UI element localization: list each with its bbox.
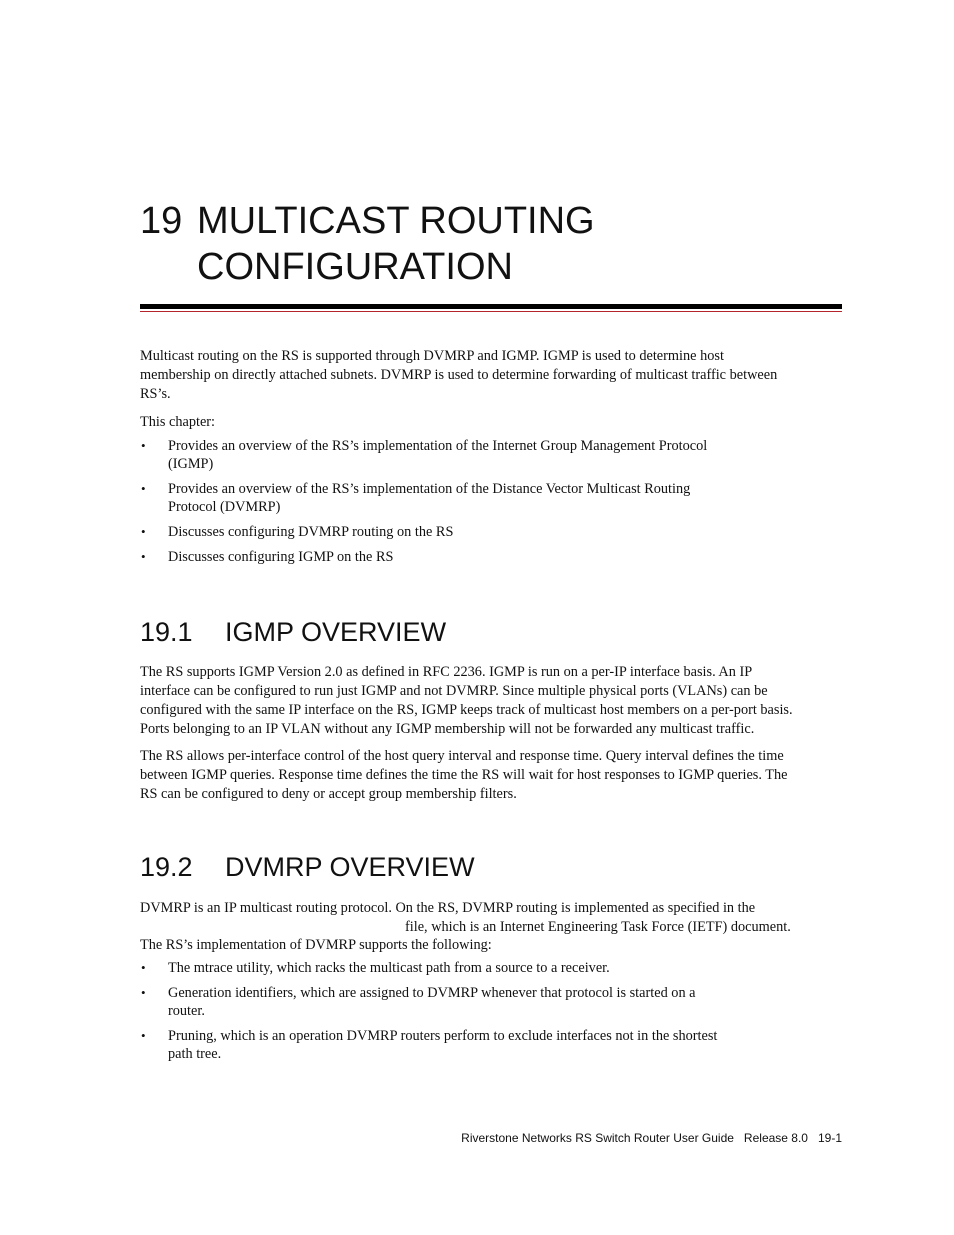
- list-item-line-2: router.: [168, 1003, 205, 1019]
- chapter-title-line-1: MULTICAST ROUTING: [197, 200, 595, 242]
- list-item-line-1: Provides an overview of the RS’s implementation of the Distance Vector Multicast Routing: [168, 481, 691, 497]
- list-item-line-1: The mtrace utility, which racks the multicast path from a source to a receiver.: [168, 960, 610, 976]
- section-title: IGMP OVERVIEW: [225, 617, 447, 647]
- page-footer: Riverstone Networks RS Switch Router User Guide Release 8.0 19-1: [461, 1131, 842, 1145]
- list-item-line-1: Pruning, which is an operation DVMRP routers perform to exclude interfaces not in the shortest: [168, 1028, 718, 1044]
- list-item: [140, 523, 780, 541]
- list-item-line-1: Discusses configuring DVMRP routing on the RS: [168, 524, 454, 540]
- list-item-line-1: Provides an overview of the RS’s implementation of the Internet Group Management Protocol: [168, 438, 708, 454]
- intro-paragraph: [140, 347, 842, 404]
- bullet-glyph: •: [141, 985, 146, 1000]
- paragraph-line: The RS’s implementation of DVMRP supports the following:: [140, 937, 492, 953]
- list-item-line-2: path tree.: [168, 1046, 222, 1062]
- paragraph-line: file, which is an Internet Engineering Task Force (IETF) document.: [405, 918, 791, 935]
- intro-line-3: RS’s.: [140, 386, 171, 402]
- list-item: [140, 1027, 780, 1063]
- list-item: [140, 437, 780, 473]
- bullet-glyph: •: [141, 524, 146, 539]
- section-number: 19.1: [140, 617, 193, 647]
- list-item-line-2: Protocol (DVMRP): [168, 499, 281, 515]
- chapter-bullet-list: [140, 437, 780, 566]
- paragraph-line: DVMRP is an IP multicast routing protocol. On the RS, DVMRP routing is implemented as specified in the: [140, 900, 756, 916]
- paragraph-line: configured with the same IP interface on the RS, IGMP keeps track of multicast host members on a per-port basis.: [140, 702, 793, 718]
- igmp-paragraph-2: [140, 747, 842, 804]
- dvmrp-bullet-list: [140, 959, 780, 1063]
- paragraph-line: The RS allows per-interface control of the host query interval and response time. Query interval defines the time: [140, 748, 784, 764]
- bullet-glyph: •: [141, 549, 146, 564]
- chapter-title-line-2: CONFIGURATION: [197, 246, 513, 288]
- section-title: DVMRP OVERVIEW: [225, 852, 475, 882]
- list-item-line-2: (IGMP): [168, 456, 214, 472]
- intro-line-2: membership on directly attached subnets. DVMRP is used to determine forwarding of multicast traffic between: [140, 367, 778, 383]
- section-number: 19.2: [140, 852, 193, 882]
- igmp-paragraph-1: [140, 663, 842, 739]
- dvmrp-paragraph: [140, 899, 842, 955]
- title-rule-accent: [140, 311, 842, 312]
- chapter-title-text: [197, 198, 717, 290]
- bullet-glyph: •: [141, 1028, 146, 1043]
- chapter-number: 19: [140, 200, 183, 242]
- paragraph-line: Ports belonging to an IP VLAN without any IGMP membership will not be forwarded any multicast traffic.: [140, 721, 755, 737]
- bullet-glyph: •: [141, 481, 146, 496]
- chapter-lead: This chapter:: [140, 414, 216, 430]
- paragraph-line: between IGMP queries. Response time defines the time the RS will wait for host responses to IGMP queries. The: [140, 767, 788, 783]
- title-rule-thick: [140, 304, 842, 309]
- list-item-line-1: Discusses configuring IGMP on the RS: [168, 549, 394, 565]
- paragraph-line: interface can be configured to run just IGMP and not DVMRP. Since multiple physical ports (VLANs) can be: [140, 683, 768, 699]
- list-item-line-1: Generation identifiers, which are assigned to DVMRP whenever that protocol is started on a: [168, 985, 696, 1001]
- paragraph-line: RS can be configured to deny or accept group membership filters.: [140, 786, 517, 802]
- paragraph-line: The RS supports IGMP Version 2.0 as defined in RFC 2236. IGMP is run on a per-IP interface basis. An IP: [140, 664, 753, 680]
- bullet-glyph: •: [141, 960, 146, 975]
- list-item: [140, 959, 780, 977]
- list-item: [140, 480, 780, 516]
- bullet-glyph: •: [141, 438, 146, 453]
- list-item: [140, 548, 780, 566]
- list-item: [140, 984, 780, 1020]
- intro-line-1: Multicast routing on the RS is supported through DVMRP and IGMP. IGMP is used to determine host: [140, 348, 724, 364]
